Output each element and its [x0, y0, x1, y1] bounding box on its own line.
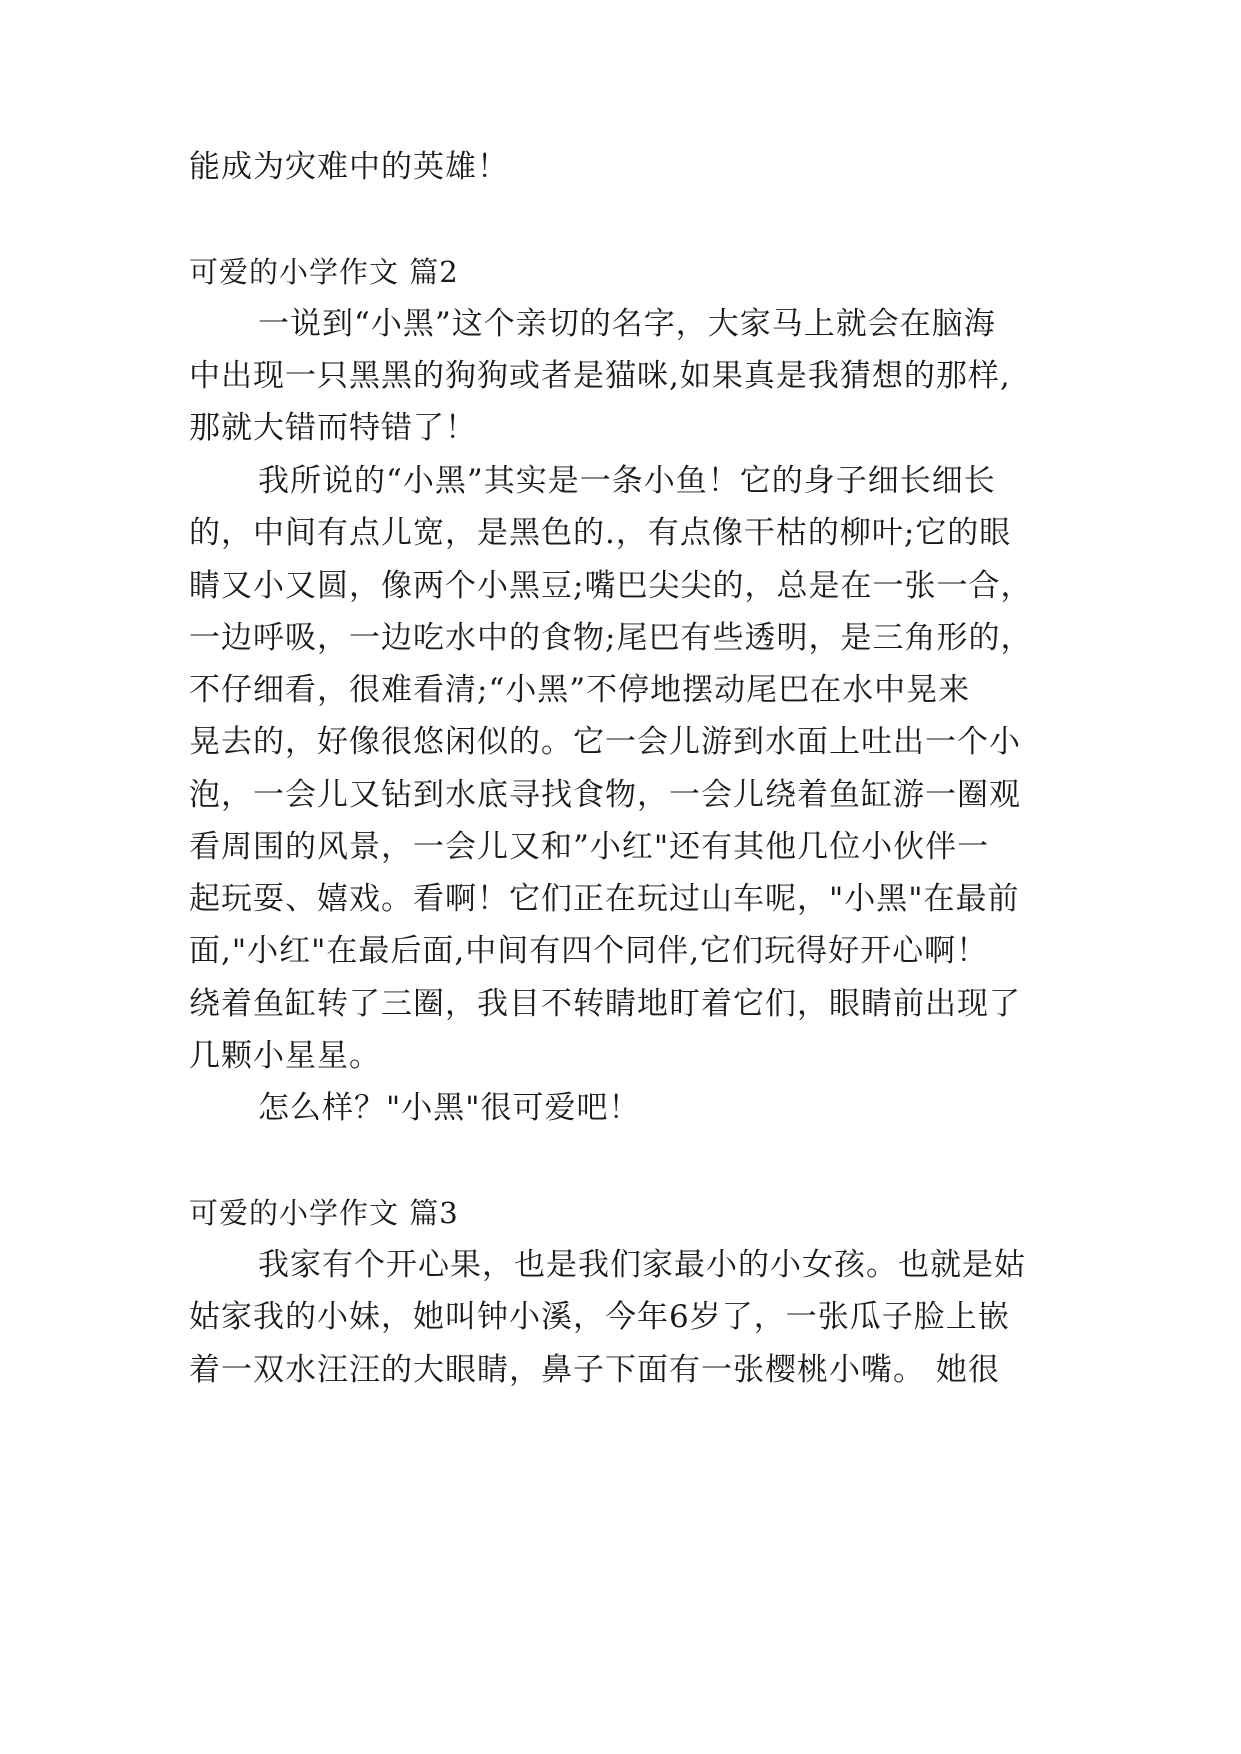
paragraph-line: 几颗小星星。: [189, 1038, 381, 1074]
paragraph-line: 我所说的“小黑”其实是一条小鱼！它的身子细长细长: [258, 463, 996, 499]
paragraph-line: 泡，一会儿又钻到水底寻找食物，一会儿绕着鱼缸游一圈观: [189, 777, 1021, 813]
paragraph-line: 中出现一只黑黑的狗狗或者是猫咪,如果真是我猜想的那样,: [189, 358, 1011, 394]
paragraph-line: 看周围的风景，一会儿又和”小红"还有其他几位小伙伴一: [189, 829, 990, 865]
paragraph-line: 晃去的，好像很悠闲似的。它一会儿游到水面上吐出一个小: [189, 724, 1021, 760]
paragraph-line: 一说到“小黑”这个亲切的名字，大家马上就会在脑海: [258, 306, 996, 342]
paragraph-line: 一边呼吸，一边吃水中的食物;尾巴有些透明，是三角形的，: [189, 620, 1033, 656]
section-heading: 可爱的小学作文 篇3: [189, 1196, 459, 1230]
paragraph-line: 我家有个开心果，也是我们家最小的小女孩。也就是姑: [258, 1247, 1026, 1283]
paragraph-line: 怎么样？"小黑"很可爱吧！: [258, 1090, 641, 1126]
paragraph-line: 不仔细看，很难看清;“小黑”不停地摆动尾巴在水中晃来: [189, 672, 971, 708]
paragraph-line: 绕着鱼缸转了三圈，我目不转睛地盯着它们，眼睛前出现了: [189, 986, 1021, 1022]
paragraph-line: 姑家我的小妹，她叫钟小溪，今年6岁了，一张瓜子脸上嵌: [189, 1299, 1010, 1335]
section-heading: 可爱的小学作文 篇2: [189, 255, 459, 289]
paragraph-line: 面,"小红"在最后面,中间有四个同伴,它们玩得好开心啊！: [189, 933, 989, 969]
paragraph-line: 能成为灾难中的英雄！: [189, 149, 509, 185]
paragraph-line: 着一双水汪汪的大眼睛，鼻子下面有一张樱桃小嘴。 她很: [189, 1352, 1000, 1388]
paragraph-line: 起玩耍、嬉戏。看啊！它们正在玩过山车呢，"小黑"在最前: [189, 881, 1020, 917]
paragraph-line: 睛又小又圆，像两个小黑豆;嘴巴尖尖的，总是在一张一合，: [189, 568, 1033, 604]
paragraph-line: 那就大错而特错了！: [189, 410, 477, 446]
paragraph-line: 的，中间有点儿宽，是黑色的.，有点像干枯的柳叶;它的眼: [189, 515, 1012, 551]
